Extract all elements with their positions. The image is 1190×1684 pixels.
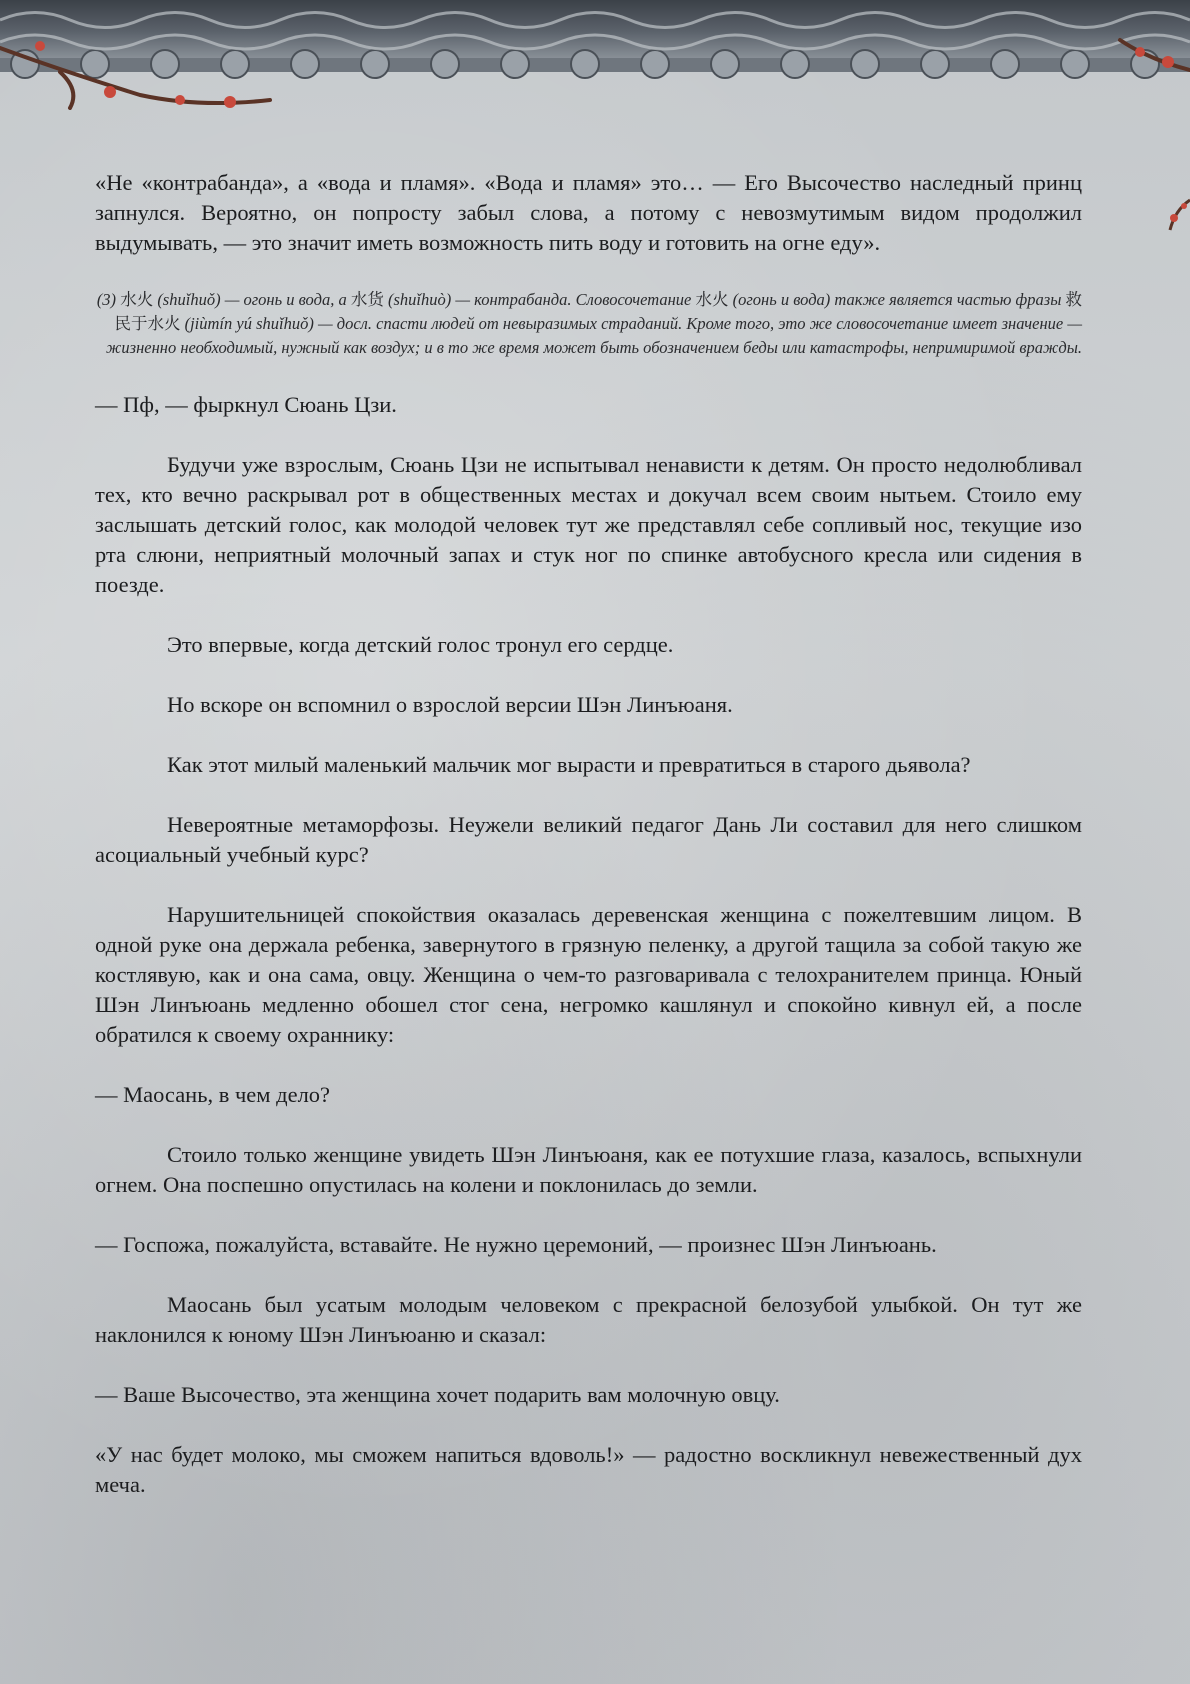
paragraph: Маосань был усатым молодым человеком с прекрасной белозубой улыбкой. Он тут же наклонился к юному Шэн Линъюаню и сказал: — [95, 1292, 1082, 1347]
footnote-text: (огонь и вода) также является частью фразы — [732, 290, 1062, 309]
footnote-term-pinyin: (shuǐhuò) — [387, 290, 452, 309]
paragraph: Невероятные метаморфозы. Неужели великий педагог Дань Ли составил для него слишком асоциальный учебный курс? — [95, 812, 1082, 867]
paragraph: — Пф, — фыркнул Сюань Цзи. — [95, 392, 397, 417]
paragraph: «Не «контрабанда», а «вода и пламя». «Вода и пламя» это… — Его Высочество наследный принц запнулся. Вероятно, он попросту забыл слова, а потому с невозмутимым видом продолжил выдумывать, — это значит иметь возможность пить воду и готовить на огне еду». — [95, 170, 1082, 255]
paragraph: Стоило только женщине увидеть Шэн Линъюаня, как ее потухшие глаза, казалось, вспыхнули огнем. Она поспешно опустилась на колени и поклонилась до земли. — [95, 1142, 1082, 1197]
footnote-text: — огонь и вода, а — [224, 290, 347, 309]
roof-tiles-decoration — [0, 0, 1190, 110]
footnote-term-cjk: 救民于水火 — [114, 290, 1082, 333]
page-content — [95, 168, 1082, 1530]
footnote-text: — контрабанда. Словосочетание — [455, 290, 692, 309]
footnote-term-cjk: 水火 — [695, 290, 729, 309]
paragraph: Будучи уже взрослым, Сюань Цзи не испытывал ненависти к детям. Он просто недолюбливал тех, кто вечно раскрывал рот в общественных местах и докучал всем своим нытьем. Стоило ему заслышать детский голос, как молодой человек тут же представлял себе сопливый нос, текущие изо рта слюни, неприятный молочный запах и стук ног по спинке автобусного кресла или сидения в поезде. — [95, 452, 1082, 597]
footnote-term-pinyin: (shuǐhuǒ) — [157, 290, 221, 309]
paragraph: Но вскоре он вспомнил о взрослой версии Шэн Линъюаня. — [167, 692, 733, 717]
paragraph: «У нас будет молоко, мы сможем напиться вдоволь!» — радостно воскликнул невежественный дух меча. — [95, 1442, 1082, 1497]
paragraph: Нарушительницей спокойствия оказалась деревенская женщина с пожелтевшим лицом. В одной руке она держала ребенка, завернутого в грязную пеленку, а другой тащила за собой такую же костлявую, как и она сама, овцу. Женщина о чем-то разговаривала с телохранителем принца. Юный Шэн Линъюань медленно обошел стог сена, негромко кашлянул и спокойно кивнул ей, а после обратился к своему охраннику: — [95, 902, 1082, 1047]
paragraph: — Ваше Высочество, эта женщина хочет подарить вам молочную овцу. — [95, 1382, 780, 1407]
footnote-term-cjk: 水火 — [120, 290, 154, 309]
footnote — [95, 288, 1082, 360]
branch-decoration — [1150, 120, 1190, 240]
footnote-number: (3) — [96, 290, 117, 309]
paragraph: Это впервые, когда детский голос тронул его сердце. — [167, 632, 674, 657]
footnote-text: — досл. спасти людей от невыразимых страданий. Кроме того, это же словосочетание имеет значение — жизненно необходимый, нужный как воздух; и в то же время может быть обозначением беды или катастрофы, непримиримой вражды. — [106, 314, 1082, 357]
paragraph: — Маосань, в чем дело? — [95, 1082, 331, 1107]
paragraph: — Госпожа, пожалуйста, вставайте. Не нужно церемоний, — произнес Шэн Линъюань. — [95, 1232, 937, 1257]
footnote-term-cjk: 水货 — [350, 290, 384, 309]
paragraph: Как этот милый маленький мальчик мог вырасти и превратиться в старого дьявола? — [167, 752, 971, 777]
footnote-term-pinyin: (jiùmín yú shuǐhuǒ) — [184, 314, 314, 333]
